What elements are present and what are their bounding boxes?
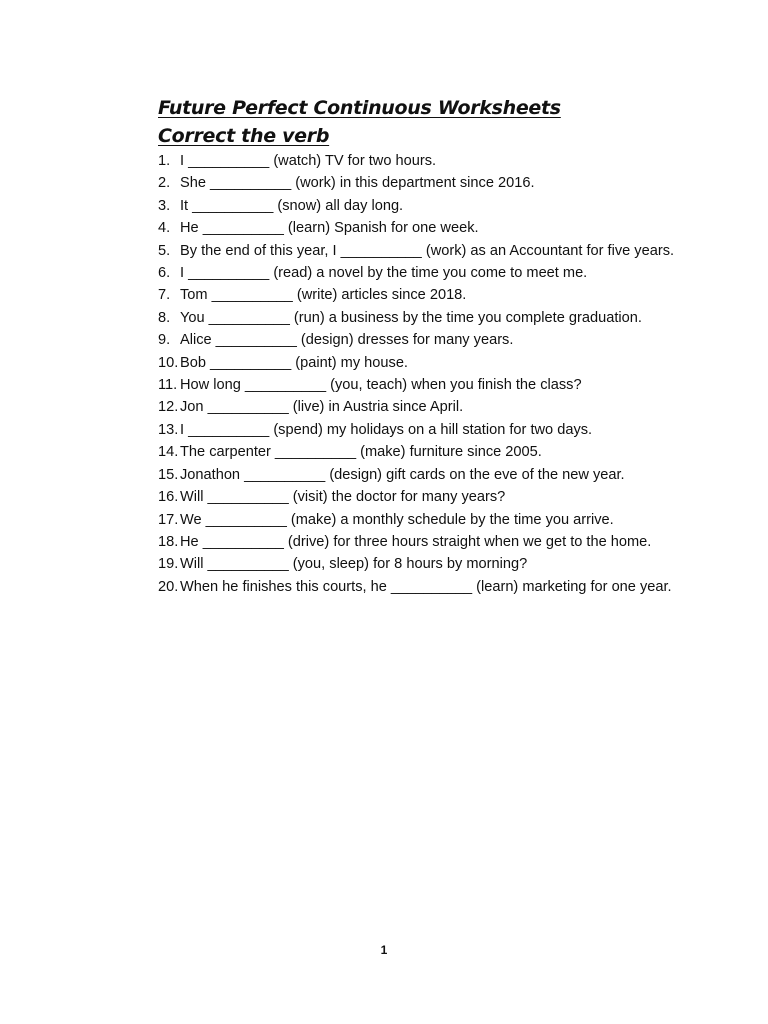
list-item <box>158 576 688 598</box>
item-number: 12. <box>158 399 179 416</box>
item-sentence: We __________ (make) a monthly schedule by the time you arrive. <box>180 511 614 528</box>
item-number: 20. <box>158 578 179 595</box>
list-item <box>158 262 688 284</box>
page-number: 1 <box>380 943 388 957</box>
list-item <box>158 329 688 351</box>
title-block <box>158 94 718 150</box>
item-sentence: By the end of this year, I __________ (work) as an Accountant for five years. <box>180 242 675 259</box>
item-sentence: Jon __________ (live) in Austria since April. <box>180 399 464 416</box>
list-item <box>158 352 688 374</box>
item-sentence: I __________ (watch) TV for two hours. <box>180 153 437 169</box>
item-sentence: How long __________ (you, teach) when you finish the class? <box>180 377 582 394</box>
item-sentence: Jonathon __________ (design) gift cards on the eve of the new year. <box>180 466 625 483</box>
item-sentence: The carpenter __________ (make) furniture since 2005. <box>180 444 542 461</box>
list-item <box>158 195 688 217</box>
item-number: 6. <box>158 265 171 282</box>
list-item <box>158 509 688 531</box>
item-number: 18. <box>158 533 179 550</box>
list-item <box>158 531 688 553</box>
item-number: 19. <box>158 556 179 573</box>
list-item <box>158 217 688 239</box>
item-sentence: You __________ (run) a business by the time you complete graduation. <box>180 309 642 326</box>
item-number: 4. <box>158 220 171 237</box>
item-sentence: I __________ (read) a novel by the time you come to meet me. <box>180 265 588 282</box>
item-number: 17. <box>158 511 179 528</box>
list-item <box>158 374 688 396</box>
item-number: 15. <box>158 466 179 483</box>
item-number: 13. <box>158 421 179 438</box>
list-item <box>158 553 688 575</box>
list-item <box>158 419 688 441</box>
item-sentence: Bob __________ (paint) my house. <box>180 354 408 371</box>
item-number: 5. <box>158 242 171 259</box>
item-number: 1. <box>158 153 171 169</box>
item-sentence: He __________ (learn) Spanish for one week. <box>180 220 479 237</box>
item-number: 9. <box>158 332 171 349</box>
list-item <box>158 464 688 486</box>
item-number: 10. <box>158 354 179 371</box>
item-sentence: Alice __________ (design) dresses for many years. <box>180 332 514 349</box>
list-item <box>158 172 688 194</box>
worksheet-title: Future Perfect Continuous Worksheets <box>158 97 561 119</box>
item-number: 11. <box>158 377 178 394</box>
item-sentence: He __________ (drive) for three hours straight when we get to the home. <box>180 533 652 550</box>
item-number: 16. <box>158 489 179 506</box>
item-number: 8. <box>158 309 171 326</box>
item-sentence: When he finishes this courts, he __________ (learn) marketing for one year. <box>180 578 672 595</box>
item-number: 7. <box>158 287 171 304</box>
item-number: 2. <box>158 175 171 192</box>
item-sentence: Will __________ (you, sleep) for 8 hours by morning? <box>180 556 528 573</box>
list-item <box>158 307 688 329</box>
item-sentence: Will __________ (visit) the doctor for many years? <box>180 489 506 506</box>
list-item <box>158 396 688 418</box>
exercise-list <box>158 150 688 598</box>
item-sentence: She __________ (work) in this department since 2016. <box>180 175 535 192</box>
list-item <box>158 240 688 262</box>
item-sentence: It __________ (snow) all day long. <box>180 197 404 214</box>
item-number: 3. <box>158 197 171 214</box>
item-number: 14. <box>158 444 179 461</box>
worksheet-subtitle: Correct the verb <box>158 125 330 147</box>
list-item <box>158 441 688 463</box>
item-sentence: I __________ (spend) my holidays on a hill station for two days. <box>180 421 593 438</box>
list-item <box>158 150 688 172</box>
list-item <box>158 284 688 306</box>
item-sentence: Tom __________ (write) articles since 2018. <box>180 287 467 304</box>
list-item <box>158 486 688 508</box>
